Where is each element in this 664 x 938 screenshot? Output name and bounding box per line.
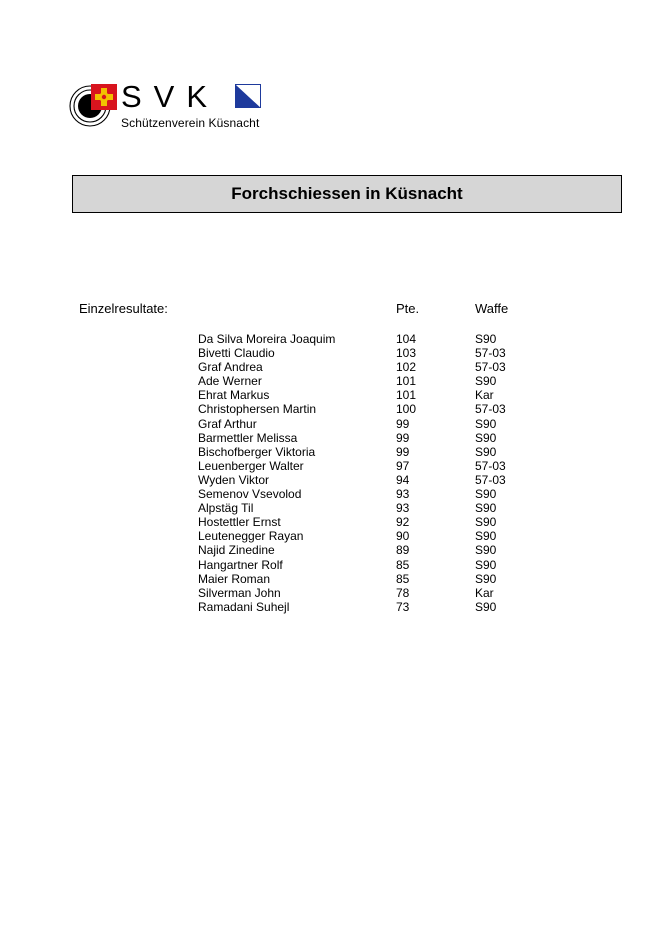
shooter-name: Najid Zinedine <box>198 543 275 558</box>
shooter-name: Christophersen Martin <box>198 402 317 417</box>
club-logo <box>68 80 268 132</box>
weapon-value: S90 <box>475 444 497 459</box>
shooter-name: Bischofberger Viktoria <box>198 444 316 459</box>
table-row <box>0 388 664 402</box>
table-row <box>0 445 664 459</box>
shooter-name: Semenov Vsevolod <box>198 487 302 502</box>
weapon-value: S90 <box>475 430 497 445</box>
table-row <box>0 402 664 416</box>
shooter-name: Ade Werner <box>198 374 262 389</box>
points-value: 99 <box>396 416 410 431</box>
table-row <box>0 374 664 388</box>
table-row <box>0 558 664 572</box>
shooter-name: Da Silva Moreira Joaquim <box>198 332 336 346</box>
table-row <box>0 600 664 614</box>
shooter-name: Bivetti Claudio <box>198 346 275 361</box>
points-value: 93 <box>396 487 410 502</box>
points-value: 104 <box>396 332 417 346</box>
table-row <box>0 346 664 360</box>
shooter-name: Hostettler Ernst <box>198 515 281 530</box>
shooter-name: Barmettler Melissa <box>198 430 298 445</box>
weapon-value: S90 <box>475 557 497 572</box>
table-row <box>0 360 664 374</box>
points-value: 78 <box>396 585 410 600</box>
shooter-name: Maier Roman <box>198 571 271 586</box>
points-value: 103 <box>396 346 417 361</box>
table-row <box>0 417 664 431</box>
points-value: 102 <box>396 360 417 375</box>
table-row <box>0 543 664 557</box>
table-row <box>0 473 664 487</box>
table-row <box>0 501 664 515</box>
points-value: 73 <box>396 599 410 614</box>
weapon-value: Kar <box>475 388 494 403</box>
points-value: 94 <box>396 472 410 487</box>
weapon-value: S90 <box>475 332 497 346</box>
weapon-value: 57-03 <box>475 458 506 473</box>
points-value: 90 <box>396 529 410 544</box>
table-row <box>0 572 664 586</box>
shooter-name: Hangartner Rolf <box>198 557 283 572</box>
shooter-name: Leuenberger Walter <box>198 458 304 473</box>
table-row <box>0 515 664 529</box>
weapon-value: 57-03 <box>475 346 506 361</box>
shooter-name: Wyden Viktor <box>198 472 270 487</box>
shooter-name: Ehrat Markus <box>198 388 270 403</box>
table-row <box>0 332 664 346</box>
weapon-column-header: Waffe <box>475 301 509 316</box>
weapon-value: S90 <box>475 571 497 586</box>
weapon-value: S90 <box>475 487 497 502</box>
points-value: 97 <box>396 458 410 473</box>
points-value: 89 <box>396 543 410 558</box>
points-value: 92 <box>396 515 410 530</box>
table-row <box>0 431 664 445</box>
points-value: 100 <box>396 402 417 417</box>
weapon-value: S90 <box>475 374 497 389</box>
points-value: 93 <box>396 501 410 516</box>
shooter-name: Ramadani Suhejl <box>198 599 290 614</box>
weapon-value: S90 <box>475 529 497 544</box>
shooter-name: Leutenegger Rayan <box>198 529 304 544</box>
weapon-value: 57-03 <box>475 472 506 487</box>
points-value: 101 <box>396 388 417 403</box>
table-row <box>0 487 664 501</box>
page-title: Forchschiessen in Küsnacht <box>231 184 463 203</box>
weapon-value: 57-03 <box>475 360 506 375</box>
weapon-value: S90 <box>475 416 497 431</box>
shooter-name: Silverman John <box>198 585 281 600</box>
club-name: Schützenverein Küsnacht <box>121 116 260 130</box>
title-banner <box>72 175 622 213</box>
table-row <box>0 586 664 600</box>
weapon-value: S90 <box>475 501 497 516</box>
target-emblem-icon <box>68 80 120 132</box>
table-row <box>0 459 664 473</box>
points-column-header: Pte. <box>396 301 420 316</box>
points-value: 85 <box>396 571 410 586</box>
points-value: 85 <box>396 557 410 572</box>
weapon-value: S90 <box>475 515 497 530</box>
weapon-value: S90 <box>475 599 497 614</box>
section-label: Einzelresultate: <box>79 301 168 316</box>
weapon-value: 57-03 <box>475 402 506 417</box>
points-value: 101 <box>396 374 417 389</box>
shooter-name: Alpstäg Til <box>198 501 254 516</box>
logo-text: SVK <box>121 79 220 114</box>
points-value: 99 <box>396 430 410 445</box>
table-row <box>0 529 664 543</box>
weapon-value: Kar <box>475 585 494 600</box>
shooter-name: Graf Arthur <box>198 416 257 431</box>
points-value: 99 <box>396 444 410 459</box>
zurich-flag-icon <box>235 84 261 108</box>
weapon-value: S90 <box>475 543 497 558</box>
results-table <box>0 332 664 614</box>
shooter-name: Graf Andrea <box>198 360 263 375</box>
